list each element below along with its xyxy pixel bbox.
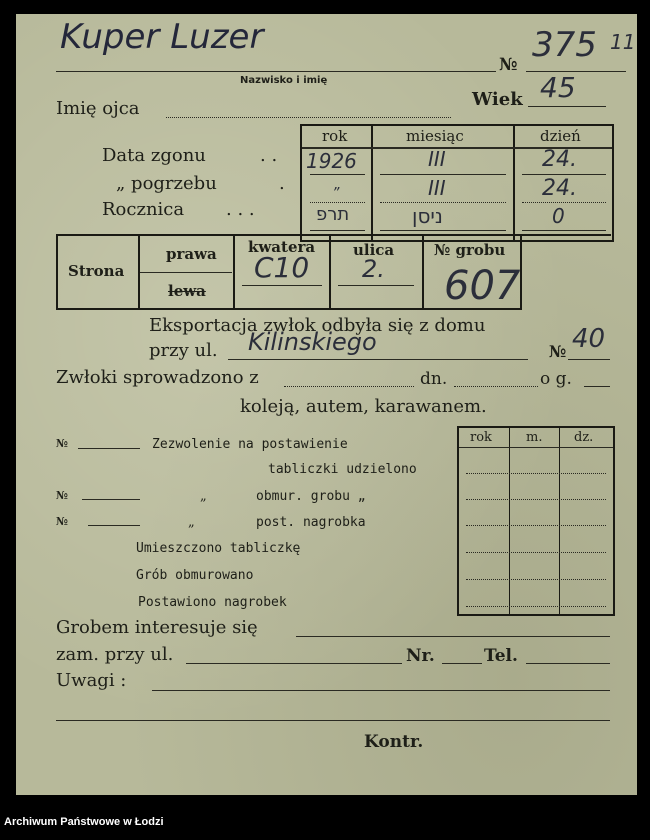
permit-number-sign-2: №	[56, 489, 68, 502]
permits-row-line-6	[466, 606, 606, 607]
quarter-value: C10	[254, 251, 310, 284]
father-name-line	[166, 117, 451, 118]
death-month-value: III	[428, 147, 446, 171]
permits-table-frame	[457, 426, 615, 616]
street-label: ulica	[353, 241, 395, 259]
date-row-line-1c	[522, 174, 606, 175]
remarks-line-2	[56, 720, 610, 721]
permit-number-sign-1: №	[56, 437, 68, 450]
record-number-suffix: 11	[610, 30, 636, 54]
permits-col-year: rok	[470, 430, 492, 445]
side-split-line	[140, 272, 232, 273]
address-label: zam. przy ul.	[56, 644, 174, 665]
home-street-line	[228, 359, 528, 360]
remarks-line-1	[152, 690, 610, 691]
date-table-divider-2	[513, 124, 515, 240]
grave-walled-label: Grób obmurowano	[136, 568, 254, 583]
permit-quote-2: „	[200, 489, 207, 504]
anniversary-day-value: 0	[552, 204, 565, 228]
date-row-line-3c	[522, 230, 606, 231]
burial-year-value: „	[334, 177, 342, 193]
date-row-line-2b	[380, 202, 506, 203]
remarks-label: Uwagi :	[56, 670, 127, 691]
date-row-line-2	[310, 202, 365, 203]
permit-label-1b: tabliczki udzielono	[268, 462, 417, 477]
location-div-ulica	[422, 234, 424, 310]
permit-quote-3: „	[188, 515, 195, 530]
home-street-value: Kilinskiego	[248, 328, 377, 356]
permits-col-day: dz.	[574, 430, 594, 445]
location-div-kwatera	[329, 234, 331, 310]
permits-row-line-2	[466, 499, 606, 500]
quarter-label: kwatera	[248, 238, 316, 256]
phone-label: Tel.	[484, 646, 518, 666]
date-col-year: rok	[322, 127, 348, 145]
home-number-line	[568, 359, 610, 360]
death-date-label: Data zgonu	[102, 145, 206, 166]
transport-means: koleją, autem, karawanem.	[240, 396, 487, 417]
home-number-sign: №	[549, 342, 567, 361]
date-row-line-2c	[522, 202, 606, 203]
plaque-placed-label: Umieszczono tabliczkę	[136, 541, 301, 556]
burial-month-value: III	[428, 176, 446, 200]
tombstone-placed-label: Postawiono nagrobek	[138, 595, 287, 610]
death-year-value: 1926	[306, 149, 357, 173]
permit-label-2: obmur. grobu „	[256, 489, 366, 504]
permits-row-line-5	[466, 579, 606, 580]
father-name-label: Imię ojca	[56, 98, 140, 119]
date-row-line-1b	[380, 174, 506, 175]
permit-number-sign-3: №	[56, 515, 68, 528]
record-number-sign: №	[499, 55, 518, 75]
date-col-month: miesiąc	[406, 127, 464, 145]
brought-from-label: Zwłoki sprowadzono z	[56, 367, 259, 388]
street-value: 2.	[362, 255, 385, 283]
brought-hour-line	[584, 386, 610, 387]
exportation-label: Eksportacja zwłok odbyła się z domu	[149, 315, 486, 336]
interested-label: Grobem interesuje się	[56, 617, 258, 638]
address-number-label: Nr.	[406, 646, 435, 666]
death-date-dots: . .	[260, 145, 278, 166]
permits-col-month: m.	[526, 430, 543, 445]
brought-day-label: dn.	[420, 369, 448, 389]
permits-table-header-rule	[459, 447, 613, 448]
surname-name-label: Nazwisko i imię	[240, 75, 328, 86]
phone-line	[526, 663, 610, 664]
permit-number-line-2	[82, 499, 140, 500]
date-row-line-3b	[380, 230, 506, 231]
permits-table-div-2	[559, 426, 560, 614]
brought-from-line	[284, 386, 414, 387]
age-value: 45	[540, 71, 576, 104]
home-street-label: przy ul.	[149, 340, 218, 361]
date-table-divider-1	[371, 124, 373, 240]
location-table-left	[56, 234, 58, 310]
brought-day-line	[454, 386, 538, 387]
right-side-label: prawa	[166, 245, 217, 263]
permits-row-line-3	[466, 525, 606, 526]
control-label: Kontr.	[364, 732, 424, 752]
interested-line	[296, 636, 610, 637]
grave-number-value: 607	[444, 263, 521, 309]
burial-date-dots: .	[279, 173, 285, 194]
address-line	[186, 663, 402, 664]
age-label: Wiek	[472, 89, 523, 110]
left-side-label: lewa	[168, 282, 206, 300]
permit-number-line-3	[88, 525, 140, 526]
date-row-line-1	[310, 174, 365, 175]
side-label: Strona	[68, 262, 125, 280]
burial-record-card	[16, 14, 637, 795]
burial-day-value: 24.	[542, 176, 577, 201]
permit-label-3: post. nagrobka	[256, 515, 366, 530]
surname-name-value: Kuper Luzer	[60, 17, 264, 57]
surname-name-line	[56, 71, 496, 72]
date-col-day: dzień	[540, 127, 581, 145]
location-div-prawa	[233, 234, 235, 310]
home-number-value: 40	[572, 324, 606, 354]
address-number-line	[442, 663, 482, 664]
permits-row-line-4	[466, 552, 606, 553]
anniversary-month-value: ניסן	[412, 204, 443, 228]
archive-credit: Archiwum Państwowe w Łodzi	[4, 816, 164, 828]
street-line	[338, 285, 414, 286]
grave-number-label: № grobu	[434, 241, 506, 259]
brought-hour-label: o g.	[540, 369, 572, 389]
permits-row-line-1	[466, 473, 606, 474]
anniversary-label: Rocznica	[102, 199, 185, 220]
anniversary-dots: . . .	[226, 199, 255, 220]
age-line	[528, 106, 606, 107]
quarter-line	[242, 285, 322, 286]
burial-date-label: „ pogrzebu	[116, 173, 217, 194]
record-number-value: 375	[532, 25, 597, 65]
permit-number-line-1	[78, 448, 140, 449]
death-day-value: 24.	[542, 147, 577, 172]
date-row-line-3	[310, 230, 365, 231]
anniversary-year-value: תרפ	[316, 204, 350, 225]
permit-label-1: Zezwolenie na postawienie	[152, 437, 348, 452]
permits-table-div-1	[509, 426, 510, 614]
